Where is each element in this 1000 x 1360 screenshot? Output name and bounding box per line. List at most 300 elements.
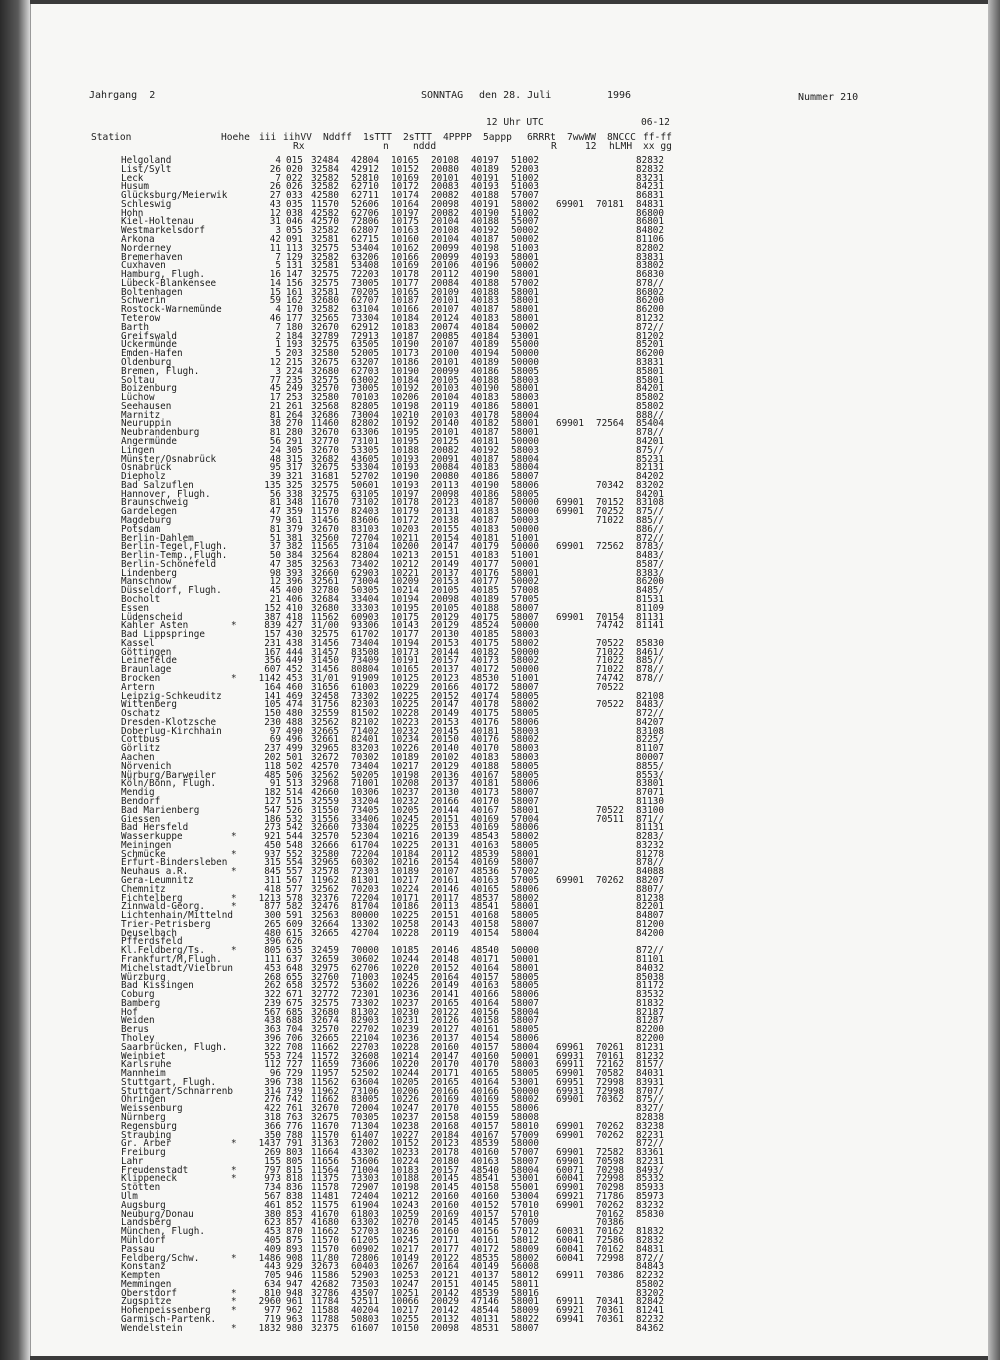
cell-iii: 791	[286, 1138, 303, 1150]
cell-mountain-mark: *	[231, 848, 237, 860]
cell-1sttt: 10210	[391, 409, 419, 421]
cell-iii: 384	[286, 550, 303, 562]
cell-8nccc: 81172	[636, 980, 664, 992]
cell-iii: 291	[286, 435, 303, 447]
cell-7wwww: 70162	[596, 1243, 624, 1255]
cell-4pppp: 40173	[471, 655, 499, 667]
cell-iihvv: 11460	[311, 418, 339, 430]
cell-8nccc: 86802	[636, 286, 664, 298]
cell-1sttt: 10226	[391, 743, 419, 755]
cell-station-name: Bremerhaven	[121, 251, 183, 263]
cell-5appp: 58003	[511, 743, 539, 755]
cell-hoehe: 314	[264, 1085, 281, 1097]
cell-iii: 946	[286, 1270, 303, 1282]
cell-4pppp: 40194	[471, 348, 499, 360]
cell-2sttt: 20145	[431, 1217, 459, 1229]
cell-iihvv: 32575	[311, 488, 339, 500]
cell-4pppp: 40164	[471, 997, 499, 1009]
cell-1sttt: 10228	[391, 1041, 419, 1053]
cell-5appp: 58003	[511, 1059, 539, 1071]
cell-iii: 305	[286, 444, 303, 456]
cell-iii: 469	[286, 690, 303, 702]
cell-1sttt: 10247	[391, 1103, 419, 1115]
cell-hoehe: 1142	[258, 673, 281, 685]
cell-1sttt: 10165	[391, 664, 419, 676]
cell-8nccc: 83232	[636, 839, 664, 851]
cell-nddff: 83606	[351, 514, 379, 526]
cell-2sttt: 20113	[431, 901, 459, 913]
cell-hoehe: 111	[264, 953, 281, 965]
cell-nddff: 61704	[351, 839, 379, 851]
cell-nddff: 63104	[351, 304, 379, 316]
cell-8nccc: 82832	[636, 155, 664, 166]
cell-nddff: 61003	[351, 681, 379, 693]
cell-1sttt: 10194	[391, 637, 419, 649]
cell-iihvv: 32581	[311, 234, 339, 246]
col-header-2sttt-sub: nddd	[413, 141, 437, 152]
cell-station-name: Kiel-Holtenau	[121, 216, 194, 228]
cell-8nccc: 81231	[636, 1041, 664, 1053]
cell-5appp: 57008	[511, 585, 539, 597]
cell-iii: 857	[286, 1217, 303, 1229]
cell-7wwww: 71022	[596, 664, 624, 676]
cell-4pppp: 40183	[471, 295, 499, 307]
cell-5appp: 58006	[511, 1103, 539, 1115]
cell-5appp: 55007	[511, 216, 539, 228]
cell-hoehe: 231	[264, 637, 281, 649]
cell-iihvv: 11784	[311, 1296, 339, 1308]
cell-iihvv: 32570	[311, 1024, 339, 1036]
cell-8nccc: 85933	[636, 1182, 664, 1194]
cell-4pppp: 40157	[471, 1208, 499, 1220]
cell-nddff: 32608	[351, 1050, 379, 1062]
col-header-7wwww: 7wwWW	[567, 132, 596, 143]
cell-iii: 022	[286, 172, 303, 184]
cell-2sttt: 20101	[431, 172, 459, 184]
cell-2sttt: 20142	[431, 1305, 459, 1317]
cell-nddff: 62706	[351, 207, 379, 219]
cell-nddff: 52903	[351, 1270, 379, 1282]
cell-hoehe: 157	[264, 629, 281, 641]
cell-4pppp: 40183	[471, 506, 499, 518]
cell-2sttt: 20103	[431, 383, 459, 395]
cell-4pppp: 47146	[471, 1296, 499, 1308]
cell-iii: 261	[286, 400, 303, 412]
cell-5appp: 58001	[511, 251, 539, 263]
cell-hoehe: 877	[264, 901, 281, 913]
cell-2sttt: 20108	[431, 225, 459, 237]
cell-iihvv: 32580	[311, 348, 339, 360]
cell-6rrrt: 69901	[556, 611, 584, 623]
cell-2sttt: 20122	[431, 1006, 459, 1018]
cell-4pppp: 40177	[471, 576, 499, 588]
cell-2sttt: 20184	[431, 1129, 459, 1141]
cell-iii: 805	[286, 1155, 303, 1167]
cell-5appp: 58005	[511, 980, 539, 992]
cell-nddff: 52702	[351, 471, 379, 483]
col-header-iihvv-sub: Rx	[293, 141, 305, 152]
cell-4pppp: 40161	[471, 1024, 499, 1036]
cell-station-name: Bremen, Flugh.	[121, 365, 200, 377]
cell-iii: 962	[286, 1305, 303, 1317]
cell-4pppp: 48539	[471, 1287, 499, 1299]
cell-2sttt: 20153	[431, 716, 459, 728]
cell-2sttt: 20124	[431, 313, 459, 325]
cell-iihvv: 32675	[311, 1112, 339, 1124]
cell-iii: 609	[286, 918, 303, 930]
cell-5appp: 58001	[511, 1296, 539, 1308]
cell-2sttt: 20144	[431, 804, 459, 816]
cell-iii: 033	[286, 190, 303, 202]
cell-station-name: Cottbus	[121, 734, 161, 746]
cell-nddff: 70305	[351, 1112, 379, 1124]
cell-2sttt: 20101	[431, 295, 459, 307]
cell-5appp: 58007	[511, 787, 539, 799]
cell-4pppp: 48541	[471, 1173, 499, 1185]
cell-iii: 552	[286, 848, 303, 860]
cell-1sttt: 10212	[391, 558, 419, 570]
cell-4pppp: 48537	[471, 892, 499, 904]
cell-5appp: 50000	[511, 348, 539, 360]
cell-station-name: Zugspitze	[121, 1296, 172, 1308]
cell-hoehe: 26	[269, 163, 281, 175]
cell-hoehe: 450	[264, 839, 281, 851]
cell-hoehe: 705	[264, 1270, 281, 1282]
cell-iii: 578	[286, 892, 303, 904]
cell-iii: 637	[286, 953, 303, 965]
cell-5appp: 50000	[511, 356, 539, 368]
cell-station-name: Zinnwald-Georg.	[121, 901, 205, 913]
cell-5appp: 57005	[511, 874, 539, 886]
cell-iii: 338	[286, 488, 303, 500]
cell-iii: 803	[286, 1147, 303, 1159]
cell-8nccc: 82131	[636, 462, 664, 474]
cell-8nccc: 85802	[636, 400, 664, 412]
cell-nddff: 52511	[351, 1296, 379, 1308]
cell-1sttt: 10217	[391, 1305, 419, 1317]
cell-station-name: Leipzig-Schkeuditz	[121, 690, 222, 702]
cell-hoehe: 81	[269, 427, 281, 439]
cell-6rrrt: 69901	[556, 1199, 584, 1211]
cell-4pppp: 40157	[471, 1041, 499, 1053]
cell-hoehe: 39	[269, 471, 281, 483]
cell-station-name: Görlitz	[121, 743, 161, 755]
cell-iii: 708	[286, 1041, 303, 1053]
cell-8nccc: 87071	[636, 787, 664, 799]
cell-1sttt: 10217	[391, 874, 419, 886]
weekday-label: SONNTAG	[421, 90, 464, 101]
cell-1sttt: 10149	[391, 1252, 419, 1264]
cell-7wwww: 70262	[596, 874, 624, 886]
cell-8nccc: 8225/	[636, 734, 664, 746]
cell-4pppp: 48524	[471, 620, 499, 632]
cell-5appp: 58006	[511, 822, 539, 834]
cell-4pppp: 40166	[471, 989, 499, 1001]
cell-hoehe: 56	[269, 488, 281, 500]
cell-iihvv: 11564	[311, 1164, 339, 1176]
cell-5appp: 50000	[511, 620, 539, 632]
cell-5appp: 58003	[511, 444, 539, 456]
cell-iii: 410	[286, 602, 303, 614]
cell-station-name: Wendelstein	[121, 1322, 183, 1334]
cell-iihvv: 32562	[311, 883, 339, 895]
cell-8nccc: 872//	[636, 708, 664, 720]
cell-iihvv: 11575	[311, 1199, 339, 1211]
cell-station-name: Lichtenhain/Mittelnd	[121, 910, 233, 922]
cell-8nccc: 872//	[636, 321, 664, 333]
cell-4pppp: 40187	[471, 304, 499, 316]
cell-nddff: 53305	[351, 444, 379, 456]
cell-1sttt: 10192	[391, 383, 419, 395]
cell-8nccc: 84201	[636, 435, 664, 447]
cell-iii: 738	[286, 1076, 303, 1088]
cell-mountain-mark: *	[231, 1287, 237, 1299]
cell-iihvv: 11962	[311, 1085, 339, 1097]
cell-iii: 729	[286, 1068, 303, 1080]
cell-4pppp: 40172	[471, 681, 499, 693]
cell-2sttt: 20117	[431, 892, 459, 904]
cell-6rrrt: 69931	[556, 1085, 584, 1097]
cell-hoehe: 186	[264, 813, 281, 825]
cell-4pppp: 40189	[471, 339, 499, 351]
cell-nddff: 72204	[351, 848, 379, 860]
cell-4pppp: 40192	[471, 225, 499, 237]
cell-5appp: 50002	[511, 576, 539, 588]
cell-4pppp: 40154	[471, 1033, 499, 1044]
cell-5appp: 58005	[511, 971, 539, 983]
cell-nddff: 72002	[351, 1138, 379, 1150]
cell-5appp: 58005	[511, 910, 539, 922]
cell-4pppp: 40172	[471, 664, 499, 676]
cell-iihvv: 32666	[311, 839, 339, 851]
cell-6rrrt: 69901	[556, 1182, 584, 1194]
cell-8nccc: 81238	[636, 892, 664, 904]
cell-8nccc: 86800	[636, 207, 664, 219]
cell-nddff: 53408	[351, 260, 379, 272]
cell-2sttt: 20106	[431, 260, 459, 272]
cell-2sttt: 20144	[431, 646, 459, 658]
cell-8nccc: 878//	[636, 673, 664, 685]
cell-8nccc: 8383/	[636, 567, 664, 579]
cell-station-name: Trier-Petrisberg	[121, 918, 211, 930]
cell-1sttt: 10212	[391, 1191, 419, 1203]
cell-2sttt: 20085	[431, 330, 459, 342]
cell-nddff: 73101	[351, 435, 379, 447]
cell-nddff: 73405	[351, 804, 379, 816]
cell-2sttt: 20099	[431, 365, 459, 377]
cell-2sttt: 20157	[431, 655, 459, 667]
cell-nddff: 82802	[351, 418, 379, 430]
cell-iihvv: 32560	[311, 532, 339, 544]
cell-iii: 474	[286, 699, 303, 711]
cell-8nccc: 81531	[636, 594, 664, 605]
cell-iii: 502	[286, 760, 303, 772]
cell-station-name: Saarbrücken, Flugh.	[121, 1041, 228, 1053]
cell-4pppp: 40186	[471, 471, 499, 483]
cell-nddff: 40204	[351, 1305, 379, 1317]
cell-iihvv: 11662	[311, 1094, 339, 1106]
cell-7wwww: 70162	[596, 1226, 624, 1238]
cell-iii: 963	[286, 1313, 303, 1325]
cell-station-name: Artern	[121, 681, 155, 693]
cell-2sttt: 20104	[431, 216, 459, 228]
cell-8nccc: 85201	[636, 339, 664, 351]
cell-station-name: Regensburg	[121, 1120, 177, 1132]
cell-iii: 193	[286, 339, 303, 351]
cell-hoehe: 567	[264, 1191, 281, 1203]
cell-nddff: 62903	[351, 567, 379, 579]
cell-5appp: 57010	[511, 1199, 539, 1211]
cell-iii: 626	[286, 936, 303, 948]
cell-4pppp: 40158	[471, 1182, 499, 1194]
cell-hoehe: 112	[264, 1059, 281, 1071]
cell-hoehe: 4	[275, 155, 281, 166]
cell-iii: 161	[286, 286, 303, 298]
cell-8nccc: 84362	[636, 1322, 664, 1334]
cell-hoehe: 16	[269, 269, 281, 281]
cell-4pppp: 40189	[471, 594, 499, 605]
cell-station-name: Meiningen	[121, 839, 172, 851]
cell-hoehe: 81	[269, 523, 281, 535]
cell-mountain-mark: *	[231, 866, 237, 878]
cell-2sttt: 20098	[431, 594, 459, 605]
cell-nddff: 52502	[351, 1068, 379, 1080]
cell-1sttt: 10193	[391, 479, 419, 491]
cell-hoehe: 623	[264, 1217, 281, 1229]
cell-5appp: 50001	[511, 558, 539, 570]
cell-iihvv: 32575	[311, 374, 339, 386]
cell-iihvv: 32680	[311, 295, 339, 307]
cell-8nccc: 81832	[636, 997, 664, 1009]
cell-4pppp: 40160	[471, 1191, 499, 1203]
cell-nddff: 10306	[351, 787, 379, 799]
cell-1sttt: 10164	[391, 198, 419, 210]
cell-station-name: Bocholt	[121, 594, 161, 605]
cell-5appp: 50000	[511, 945, 539, 957]
cell-1sttt: 10177	[391, 277, 419, 289]
cell-2sttt: 20123	[431, 497, 459, 509]
cell-2sttt: 20137	[431, 567, 459, 579]
cell-station-name: Stötten	[121, 1182, 161, 1194]
cell-5appp: 57012	[511, 1226, 539, 1238]
cell-station-name: Teterow	[121, 313, 161, 325]
cell-iihvv: 32584	[311, 163, 339, 175]
cell-nddff: 72204	[351, 892, 379, 904]
cell-hoehe: 3	[275, 225, 281, 237]
cell-4pppp: 40184	[471, 321, 499, 333]
cell-6rrrt: 69901	[556, 1155, 584, 1167]
cell-nddff: 91909	[351, 673, 379, 685]
cell-station-name: Braunschweig	[121, 497, 189, 509]
cell-8nccc: 84202	[636, 471, 664, 483]
cell-station-name: Dresden-Klotzsche	[121, 716, 217, 728]
cell-5appp: 51001	[511, 532, 539, 544]
cell-station-name: Fichtelberg	[121, 892, 183, 904]
cell-4pppp: 48530	[471, 673, 499, 685]
cell-station-name: Michelstadt/Vielbrun	[121, 962, 233, 974]
cell-5appp: 58007	[511, 1155, 539, 1167]
cell-8nccc: 8707/	[636, 1085, 664, 1097]
cell-hoehe: 202	[264, 752, 281, 764]
cell-hoehe: 15	[269, 286, 281, 298]
cell-2sttt: 20149	[431, 980, 459, 992]
cell-1sttt: 10237	[391, 787, 419, 799]
cell-4pppp: 40189	[471, 356, 499, 368]
cell-2sttt: 20105	[431, 374, 459, 386]
cell-hoehe: 366	[264, 1120, 281, 1132]
cell-hoehe: 14	[269, 277, 281, 289]
cell-mountain-mark: *	[231, 1138, 237, 1150]
cell-5appp: 58005	[511, 769, 539, 781]
cell-iihvv: 11481	[311, 1191, 339, 1203]
cell-iihvv: 32563	[311, 558, 339, 570]
cell-8nccc: 86200	[636, 348, 664, 360]
cell-7wwww: 70262	[596, 1199, 624, 1211]
cell-nddff: 62710	[351, 181, 379, 193]
cell-nddff: 73404	[351, 637, 379, 649]
cell-8nccc: 83202	[636, 1287, 664, 1299]
cell-nddff: 83103	[351, 523, 379, 535]
cell-station-name: Lahr	[121, 1155, 144, 1167]
cell-2sttt: 20160	[431, 1191, 459, 1203]
cell-iihvv: 11656	[311, 1155, 339, 1167]
cell-2sttt: 20146	[431, 883, 459, 895]
cell-5appp: 50000	[511, 646, 539, 658]
cell-7wwww: 70342	[596, 479, 624, 491]
cell-4pppp: 40163	[471, 1155, 499, 1167]
cell-2sttt: 20170	[431, 1103, 459, 1115]
cell-hoehe: 276	[264, 1094, 281, 1106]
cell-nddff: 33406	[351, 813, 379, 825]
cell-7wwww: 70162	[596, 1208, 624, 1220]
cell-iihvv: 11962	[311, 874, 339, 886]
cell-nddff: 61702	[351, 629, 379, 641]
cell-1sttt: 10152	[391, 163, 419, 175]
cell-5appp: 58003	[511, 752, 539, 764]
cell-4pppp: 40181	[471, 532, 499, 544]
cell-2sttt: 20137	[431, 1033, 459, 1044]
cell-hoehe: 322	[264, 1041, 281, 1053]
cell-8nccc: 81131	[636, 611, 664, 623]
cell-5appp: 58001	[511, 567, 539, 579]
cell-2sttt: 20164	[431, 1261, 459, 1273]
cell-hoehe: 719	[264, 1313, 281, 1325]
cell-4pppp: 40181	[471, 435, 499, 447]
cell-8nccc: 81109	[636, 602, 664, 614]
cell-nddff: 63306	[351, 427, 379, 439]
cell-iii: 317	[286, 462, 303, 474]
cell-hoehe: 937	[264, 848, 281, 860]
cell-1sttt: 10225	[391, 822, 419, 834]
cell-nddff: 70302	[351, 752, 379, 764]
cell-station-name: Bendorf	[121, 795, 161, 807]
cell-1sttt: 10224	[391, 883, 419, 895]
cell-4pppp: 40170	[471, 795, 499, 807]
cell-hoehe: 7	[275, 251, 281, 263]
cell-8nccc: 82187	[636, 1006, 664, 1018]
cell-1sttt: 10244	[391, 953, 419, 965]
cell-nddff: 71402	[351, 725, 379, 737]
cell-4pppp: 40174	[471, 690, 499, 702]
cell-iii: 526	[286, 804, 303, 816]
cell-1sttt: 10253	[391, 1270, 419, 1282]
cell-station-name: Hohenpeissenberg	[121, 1305, 211, 1317]
cell-1sttt: 10258	[391, 918, 419, 930]
cell-iihvv: 32582	[311, 172, 339, 184]
cell-iihvv: 32682	[311, 453, 339, 465]
cell-8nccc: 83802	[636, 260, 664, 272]
cell-2sttt: 20126	[431, 1015, 459, 1027]
